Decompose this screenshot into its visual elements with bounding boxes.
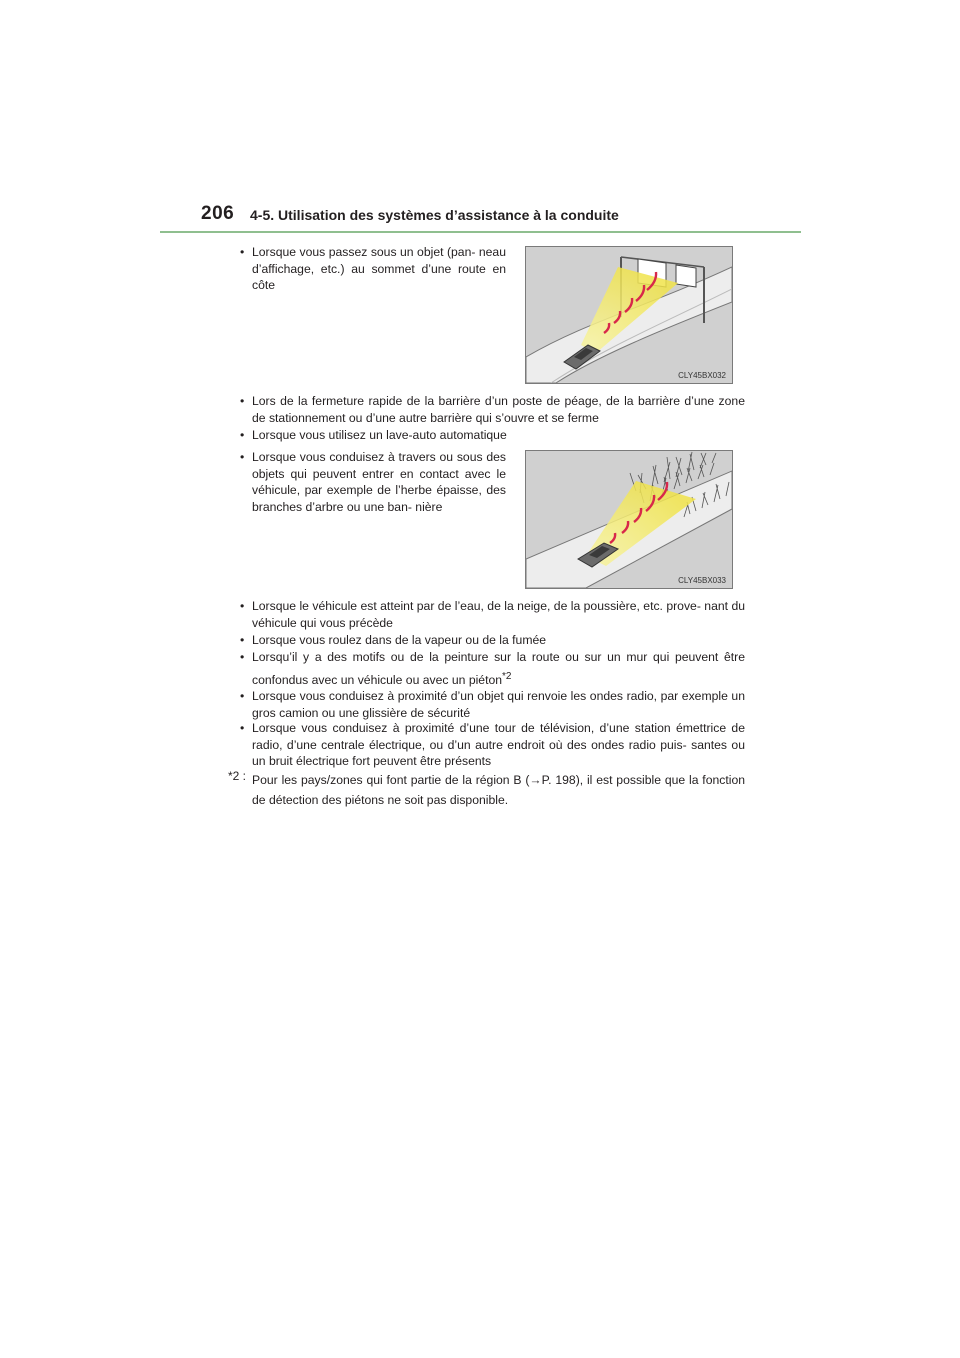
footnote-text: Pour les pays/zones qui font partie de la région B (→P. 198), il est possible que la fonction de détection des piétons ne soit pas disponible. <box>252 773 745 807</box>
list-item <box>240 393 745 426</box>
figure-code: CLY45BX032 <box>678 371 726 380</box>
bullet-dot: • <box>240 721 245 735</box>
list-item-text: Lorsque vous conduisez à travers ou sous des objets qui peuvent entrer en contact avec le véhicule, par exemple de l’herbe épaisse, des branches d’arbre ou une ban- nière <box>252 450 506 514</box>
bullet-dot: • <box>240 599 245 613</box>
list-item-text: Lorsque vous passez sous un objet (pan- neau d’affichage, etc.) au sommet d’une route en côte <box>252 245 506 292</box>
list-item-text: Lorsque vous conduisez à proximité d’un objet qui renvoie les ondes radio, par exemple un gros camion ou une glissière de sécurité <box>252 689 745 720</box>
illustration-overhead-sign <box>526 247 732 383</box>
list-item <box>240 720 745 770</box>
list-item <box>240 632 745 649</box>
figure-tall-grass <box>525 450 733 589</box>
section-title: 4-5. Utilisation des systèmes d’assistance à la conduite <box>250 207 619 223</box>
figure-overhead-sign <box>525 246 733 384</box>
bullet-dot: • <box>240 650 245 664</box>
list-item-text: Lorsque vous conduisez à proximité d’une tour de télévision, d’une station émettrice de radio, d’une centrale électrique, ou d’un autre endroit où des ondes radio puis- santes ou un bruit électrique fort peuvent être présents <box>252 721 745 768</box>
page-header <box>160 203 801 233</box>
footnote-ref: *2 <box>502 671 512 682</box>
figure-code: CLY45BX033 <box>678 576 726 585</box>
list-item <box>240 648 745 690</box>
list-item <box>240 688 745 721</box>
list-item-text: Lorsque vous utilisez un lave-auto automatique <box>252 428 507 442</box>
footnote-mark: *2 : <box>228 769 247 783</box>
bullet-dot: • <box>240 633 245 647</box>
list-item-text: Lorsque le véhicule est atteint par de l’eau, de la neige, de la poussière, etc. prove- nant du véhicule qui vous précède <box>252 599 745 630</box>
header-rule <box>160 231 801 233</box>
list-item-text <box>240 648 745 690</box>
page-number: 206 <box>201 203 235 224</box>
list-item <box>240 427 745 444</box>
bullet-dot: • <box>240 428 245 442</box>
list-item <box>240 598 745 631</box>
bullet-dot: • <box>240 394 245 408</box>
list-item-text-main: Lorsqu’il y a des motifs ou de la peinture sur la route ou sur un mur qui peuvent être confondus avec un véhicule ou avec un piéton <box>252 650 745 687</box>
bullet-dot: • <box>240 689 245 703</box>
list-item <box>240 449 506 515</box>
bullet-dot: • <box>240 450 245 464</box>
list-item-text: Lorsque vous roulez dans de la vapeur ou de la fumée <box>252 633 547 647</box>
footnote <box>228 770 745 810</box>
list-item <box>240 244 506 294</box>
bullet-dot: • <box>240 245 245 259</box>
list-item-text: Lors de la fermeture rapide de la barrière d’un poste de péage, de la barrière d’une zone de stationnement ou d’une autre barrière qui s’ouvre et se ferme <box>252 394 745 425</box>
illustration-tall-grass <box>526 451 732 588</box>
